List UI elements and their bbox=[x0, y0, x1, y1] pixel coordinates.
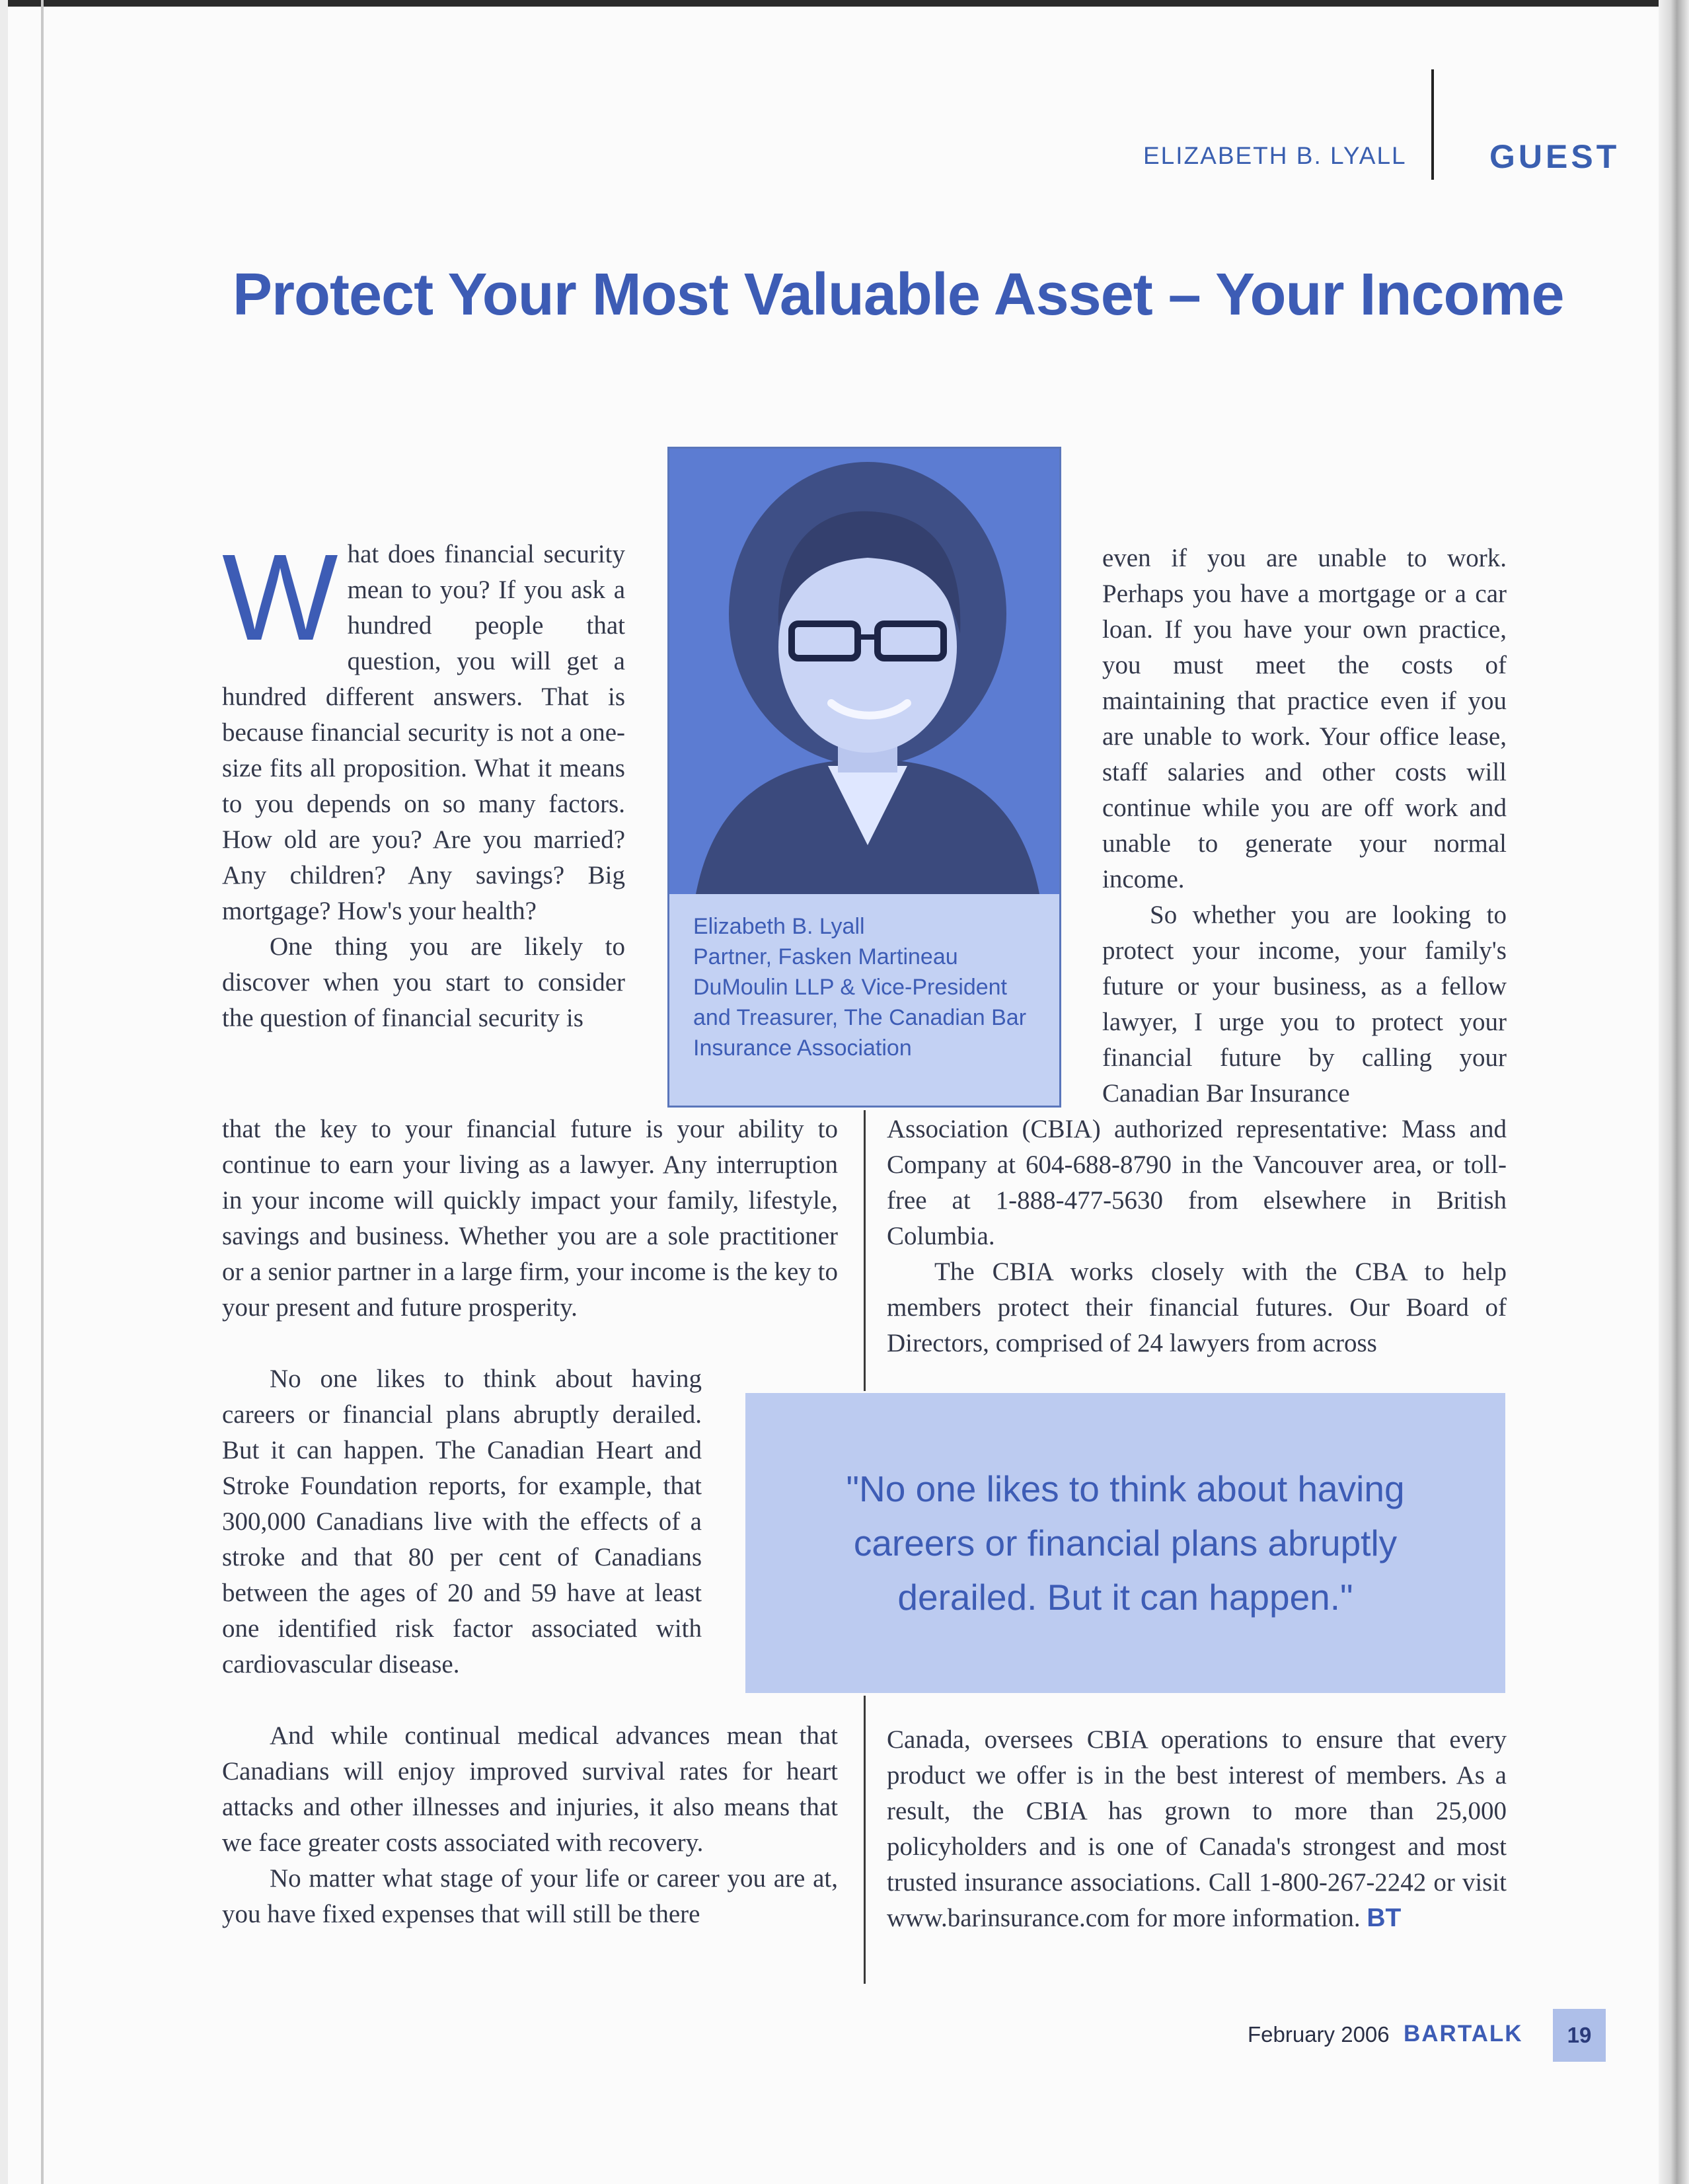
photo-caption bbox=[693, 911, 1043, 1063]
right-column-top bbox=[1102, 541, 1507, 1111]
scan-edge-left bbox=[0, 0, 8, 2184]
paragraph: even if you are unable to work. Perhaps you have a mortgage or a car loan. If you have your own practice, you must meet the costs of maintaining that practice even if you are unable to work. Your office lease, staff salaries and other costs will continue while you are off work and unable to generate your normal income. bbox=[1102, 544, 1507, 893]
paragraph: And while continual medical advances mean that Canadians will enjoy improved survival rates for heart attacks and other illnesses and injuries, it also means that we face greater costs associated with recovery. bbox=[222, 1721, 838, 1857]
scan-edge-top bbox=[0, 0, 1689, 7]
paragraph: The CBIA works closely with the CBA to help members protect their financial futures. Our Board of Directors, comprised of 24 lawyers from across bbox=[887, 1258, 1507, 1357]
header-section-label: GUEST bbox=[1489, 138, 1620, 175]
paragraph: that the key to your financial future is your ability to continue to earn your living as a lawyer. Any interruption in your income will quickly impact your family, lifestyle, savings and business. Whether you are a sole practitioner or a senior partner in a large firm, your income is the key to your present and future prosperity. bbox=[222, 1115, 838, 1322]
left-column-beside-quote bbox=[222, 1361, 702, 1682]
paragraph: Association (CBIA) authorized representative: Mass and Company at 604-688-8790 in the Vancouver area, or toll-free at 1-888-477-5630 from elsewhere in British Columbia. bbox=[887, 1115, 1507, 1250]
paragraph: So whether you are looking to protect your income, your family's future or your business, as a fellow lawyer, I urge you to protect your financial future by calling your Canadian Bar Insurance bbox=[1102, 901, 1507, 1108]
left-column-middle bbox=[222, 1111, 838, 1326]
column-rule-lower bbox=[864, 1696, 866, 1984]
left-column-bottom bbox=[222, 1718, 838, 1932]
footer-date: February 2006 bbox=[1248, 2022, 1390, 2047]
footer-magazine-name: BARTALK bbox=[1404, 2021, 1523, 2047]
left-column-top bbox=[222, 529, 625, 1036]
paragraph: No matter what stage of your life or career you are at, you have fixed expenses that will still be there bbox=[222, 1864, 838, 1928]
pull-quote-text: "No one likes to think about having careers or financial plans abruptly derailed. But it can happen." bbox=[846, 1468, 1405, 1618]
paragraph: No one likes to think about having careers or financial plans abruptly derailed. But it can happen. The Canadian Heart and Stroke Foundation reports, for example, that 300,000 Canadians live with the effects of a stroke and that 80 per cent of Canadians between the ages of 20 and 59 have at least one identified risk factor associated with cardiovascular disease. bbox=[222, 1365, 702, 1678]
caption-name: Elizabeth B. Lyall bbox=[693, 914, 865, 939]
column-rule-upper bbox=[864, 1110, 866, 1391]
author-portrait-image bbox=[669, 449, 1059, 894]
header-author: ELIZABETH B. LYALL bbox=[1143, 142, 1407, 169]
author-photo-box bbox=[667, 447, 1061, 1108]
page-fold-line bbox=[41, 0, 44, 2184]
drop-cap: W bbox=[222, 529, 338, 666]
portrait-illustration bbox=[669, 449, 1059, 894]
caption-title: Partner, Fasken Martineau DuMoulin LLP & Vice-President and Treasurer, The Canadian Bar Insurance Association bbox=[693, 944, 1027, 1061]
scan-edge-right bbox=[1659, 0, 1689, 2184]
right-column-bottom bbox=[887, 1722, 1507, 1936]
header-divider bbox=[1431, 69, 1434, 180]
article-title: Protect Your Most Valuable Asset – Your Income bbox=[233, 262, 1564, 328]
right-column-middle bbox=[887, 1111, 1507, 1361]
end-mark: BT bbox=[1367, 1904, 1402, 1932]
page-number: 19 bbox=[1553, 2009, 1606, 2062]
paragraph: One thing you are likely to discover when you start to consider the question of financial security is bbox=[222, 932, 625, 1032]
intro-paragraph: What does financial security mean to you? If you ask a hundred people that question, you will get a hundred different answers. That is because financial security is not a one-size fits all proposition. What it means to you depends on so many factors. How old are you? Are you married? Any children? Any savings? Big mortgage? How's your health? bbox=[222, 529, 625, 925]
pull-quote-box bbox=[745, 1393, 1505, 1693]
paragraph: Canada, oversees CBIA operations to ensure that every product we offer is in the best interest of members. As a result, the CBIA has grown to more than 25,000 policyholders and is one of Canada's strongest and most trusted insurance associations. Call 1-800-267-2242 or visit www.barinsurance.com for more information. BT bbox=[887, 1725, 1507, 1932]
